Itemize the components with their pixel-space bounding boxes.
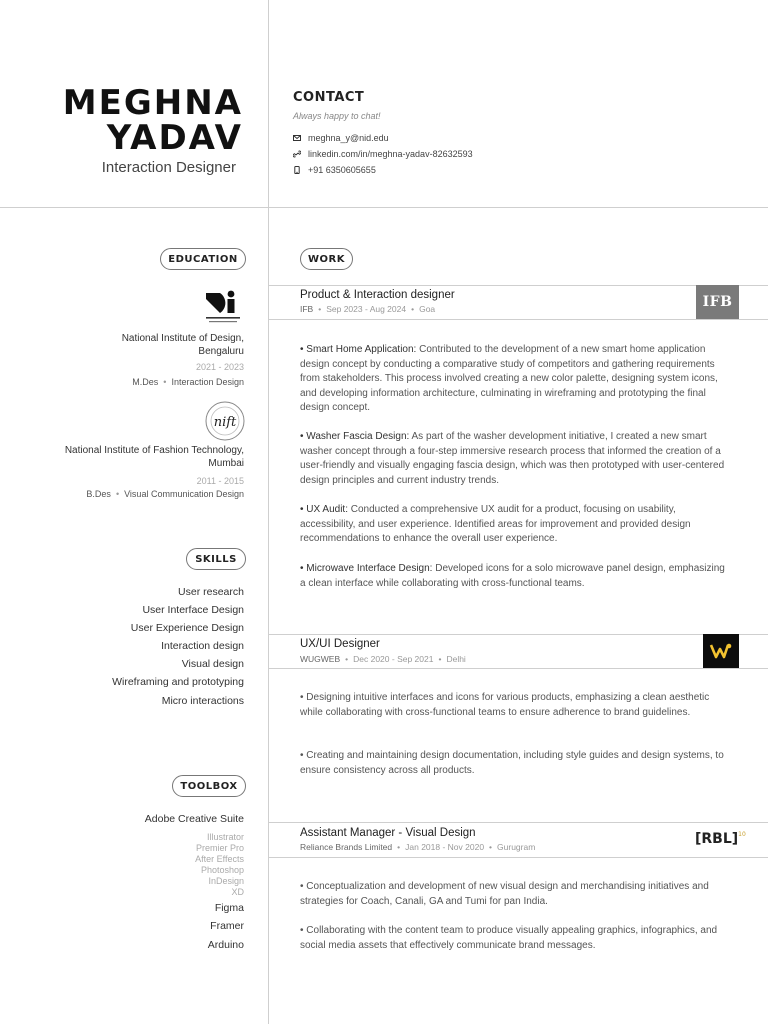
education-years-2: 2011 - 2015 xyxy=(196,476,244,486)
toolbox-tool: Framer xyxy=(210,920,244,932)
svg-text:nift: nift xyxy=(213,415,237,430)
job-company-1: IFB xyxy=(300,304,314,314)
education-school-2 xyxy=(65,444,244,470)
skill-item: User Interface Design xyxy=(142,604,244,616)
skill-item: Micro interactions xyxy=(161,695,244,707)
education-degree-2-type: B.Des xyxy=(86,489,111,499)
link-icon xyxy=(293,150,301,158)
skill-item: User Experience Design xyxy=(130,622,244,634)
skill-item: User research xyxy=(178,586,244,598)
job-company-2: WUGWEB xyxy=(300,654,341,664)
contact-email[interactable]: meghna_y@nid.edu xyxy=(308,133,389,143)
toolbox-heading: TOOLBOX xyxy=(172,775,246,797)
job-company-3: Reliance Brands Limited xyxy=(300,842,393,852)
work-heading: WORK xyxy=(300,248,353,270)
mail-icon xyxy=(293,134,301,142)
contact-linkedin-row[interactable] xyxy=(293,149,473,159)
job-divider xyxy=(269,857,768,858)
column-divider xyxy=(268,0,269,1024)
job-1-bullet: • Smart Home Application: Contributed to the development of a new smart home application design concept by conducting a comparative study of competitors and gathering requirements from stakeholders. This process involved creating a new color palette, designing system icons, and developing information architecture, culminating in wireframing and prototyping the final design concept. xyxy=(300,344,718,413)
job-divider xyxy=(269,285,768,286)
contact-phone[interactable]: +91 6350605655 xyxy=(308,165,376,175)
job-divider xyxy=(269,634,768,635)
toolbox-suite-item: Premier Pro xyxy=(195,843,244,853)
skill-item: Wireframing and prototyping xyxy=(112,676,244,688)
toolbox-suite: Adobe Creative Suite xyxy=(144,813,244,825)
contact-heading: CONTACT xyxy=(293,90,365,105)
phone-icon xyxy=(293,166,301,174)
contact-linkedin[interactable]: linkedin.com/in/meghna-yadav-82632593 xyxy=(308,149,473,159)
toolbox-suite-item: Photoshop xyxy=(200,865,244,875)
skill-item: Interaction design xyxy=(161,640,244,652)
education-years-1: 2021 - 2023 xyxy=(195,362,244,372)
toolbox-suite-item: Illustrator xyxy=(206,832,244,842)
header-divider xyxy=(0,207,768,208)
contact-email-row[interactable] xyxy=(293,133,389,143)
candidate-role: Interaction Designer xyxy=(101,159,236,176)
job-meta-1: IFB • Sep 2023 - Aug 2024 • Goa xyxy=(300,304,436,314)
last-name: YADAV xyxy=(106,118,243,158)
rbl-logo: [RBL]$^{10}$ xyxy=(695,831,746,847)
education-degree-1-field: Interaction Design xyxy=(171,377,244,387)
candidate-name xyxy=(62,83,243,158)
job-dates-3: Jan 2018 - Nov 2020 xyxy=(405,842,485,852)
nid-logo xyxy=(204,289,242,327)
education-degree-2: B.Des • Visual Communication Design xyxy=(86,489,244,499)
job-meta-2: WUGWEB • Dec 2020 - Sep 2021 • Delhi xyxy=(300,654,466,664)
job-1-bullet: • UX Audit: Conducted a comprehensive UX audit for a product, focusing on usability, accessibility, and user experience. Identified areas for improvement and provided design recommendations to enhance the overall user experience. xyxy=(300,504,691,544)
wugweb-mark-icon xyxy=(709,641,733,661)
toolbox-suite-item: XD xyxy=(231,887,244,897)
nift-logo xyxy=(205,401,245,441)
first-name: MEGHNA xyxy=(62,83,243,123)
job-1-bullet: • Microwave Interface Design: Developed icons for a solo microwave panel design, emphasizing a clean interface while collaborating with cross-functional teams. xyxy=(300,563,725,589)
job-title-2: UX/UI Designer xyxy=(300,638,380,650)
job-2-bullet: • Creating and maintaining design documentation, including style guides and design systems, to ensure consistency across all products. xyxy=(300,750,724,776)
ifb-logo: IFB xyxy=(696,285,739,319)
job-location-1: Goa xyxy=(419,304,436,314)
job-title-3: Assistant Manager - Visual Design xyxy=(300,827,476,839)
job-2-bullet: • Designing intuitive interfaces and icons for various products, emphasizing a clean aesthetic while collaborating with cross-functional teams to ensure adherence to brand guidelines. xyxy=(300,692,710,718)
job-dates-1: Sep 2023 - Aug 2024 xyxy=(326,304,407,314)
job-meta-3: Reliance Brands Limited • Jan 2018 - Nov 2020 • Gurugram xyxy=(300,842,536,852)
education-degree-2-field: Visual Communication Design xyxy=(124,489,244,499)
education-school-2-line2: Mumbai xyxy=(208,458,244,469)
toolbox-tool: Figma xyxy=(214,902,244,914)
education-school-2-line1: National Institute of Fashion Technology, xyxy=(64,445,244,456)
toolbox-tool: Arduino xyxy=(207,939,244,951)
job-3-bullet: • Collaborating with the content team to produce visually appealing graphics, infographics, and social media assets that effectively communicate brand messages. xyxy=(300,925,718,951)
contact-phone-row[interactable] xyxy=(293,165,376,175)
education-degree-1: M.Des • Interaction Design xyxy=(132,377,244,387)
job-title-1: Product & Interaction designer xyxy=(300,289,455,301)
education-school-1-line1: National Institute of Design, xyxy=(121,333,244,344)
education-heading: EDUCATION xyxy=(160,248,246,270)
job-3-bullet: • Conceptualization and development of new visual design and merchandising initiatives and strategies for Coach, Canali, GA and Tumi for pan India. xyxy=(300,881,709,907)
job-1-bullet: • Washer Fascia Design: As part of the washer development initiative, I created a new smart washer concept through a four-step immersive research process that informed the creation of a user-friendly and visually engaging fascia design, which was then prototyped with user-centered design principles and current industry trends. xyxy=(300,431,725,486)
job-divider xyxy=(269,319,768,320)
skill-item: Visual design xyxy=(181,658,244,670)
job-dates-2: Dec 2020 - Sep 2021 xyxy=(353,654,434,664)
toolbox-suite-item: After Effects xyxy=(195,854,244,864)
job-divider xyxy=(269,668,768,669)
education-school-1-line2: Bengaluru xyxy=(198,346,244,357)
job-divider xyxy=(269,822,768,823)
job-location-2: Delhi xyxy=(446,654,466,664)
toolbox-suite-item: InDesign xyxy=(208,876,244,886)
education-school-1 xyxy=(122,332,244,358)
skills-heading: SKILLS xyxy=(186,548,246,570)
contact-subtitle: Always happy to chat! xyxy=(293,111,381,121)
wugweb-logo xyxy=(703,634,739,668)
education-degree-1-type: M.Des xyxy=(132,377,159,387)
job-location-3: Gurugram xyxy=(497,842,536,852)
